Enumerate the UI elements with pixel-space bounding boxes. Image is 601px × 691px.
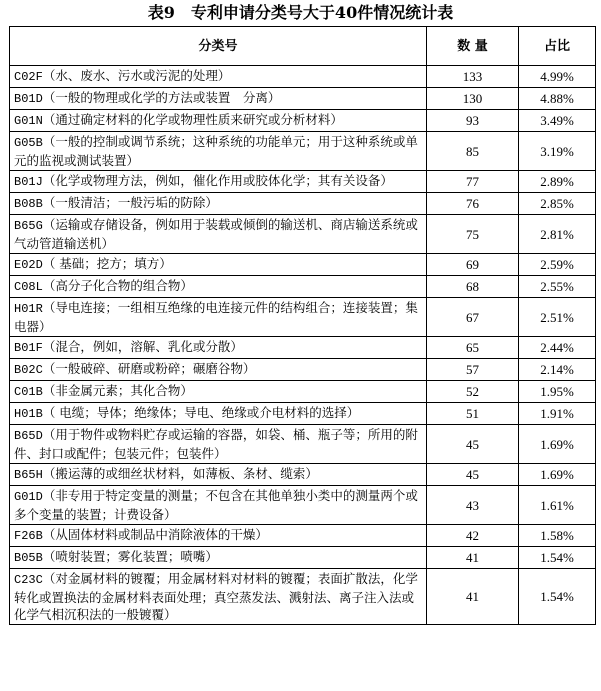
count-cell: 42 — [427, 525, 519, 547]
ratio-cell: 4.88% — [519, 88, 596, 110]
count-cell: 85 — [427, 132, 519, 171]
count-cell: 75 — [427, 215, 519, 254]
category-code: C08L — [14, 280, 43, 294]
category-cell — [10, 486, 427, 525]
count-cell: 133 — [427, 66, 519, 88]
category-code: G05B — [14, 136, 43, 150]
category-description: （从固体材料或制品中消除液体的干燥） — [42, 527, 268, 542]
header-count: 数 量 — [427, 27, 519, 66]
count-cell: 69 — [427, 254, 519, 276]
table-row — [10, 298, 596, 337]
count-cell: 52 — [427, 381, 519, 403]
table-row — [10, 569, 596, 625]
ratio-cell: 2.44% — [519, 337, 596, 359]
ratio-cell: 3.49% — [519, 110, 596, 132]
table-row — [10, 88, 596, 110]
header-row — [10, 27, 596, 66]
category-cell — [10, 66, 427, 88]
ratio-cell: 2.59% — [519, 254, 596, 276]
table-row — [10, 486, 596, 525]
category-code: B02C — [14, 363, 43, 377]
category-description: （化学或物理方法，例如，催化作用或胶体化学；其有关设备） — [42, 173, 393, 188]
count-cell: 43 — [427, 486, 519, 525]
ratio-cell: 2.81% — [519, 215, 596, 254]
category-cell — [10, 132, 427, 171]
category-cell — [10, 403, 427, 425]
count-cell: 76 — [427, 193, 519, 215]
table-row — [10, 381, 596, 403]
count-cell: 67 — [427, 298, 519, 337]
category-description: （高分子化合物的组合物） — [42, 278, 193, 293]
ratio-cell: 1.54% — [519, 547, 596, 569]
count-cell: 41 — [427, 569, 519, 625]
category-code: B01F — [14, 341, 43, 355]
category-code: B01D — [14, 92, 43, 106]
table-body — [10, 66, 596, 625]
header-category: 分类号 — [10, 27, 427, 66]
category-description: （非专用于特定变量的测量；不包含在其他单独小类中的测量两个或多个变量的装置；计费设备） — [14, 488, 418, 522]
category-description: （非金属元素；其化合物） — [42, 383, 193, 398]
ratio-cell: 2.55% — [519, 276, 596, 298]
table-row — [10, 337, 596, 359]
category-description: （一般清洁；一般污垢的防除） — [42, 195, 218, 210]
category-description: （ 电缆；导体；绝缘体；导电、绝缘或介电材料的选择） — [42, 405, 360, 420]
ratio-cell: 2.14% — [519, 359, 596, 381]
category-cell — [10, 215, 427, 254]
category-cell — [10, 88, 427, 110]
count-cell: 57 — [427, 359, 519, 381]
table-row — [10, 193, 596, 215]
category-cell — [10, 276, 427, 298]
table-row — [10, 254, 596, 276]
table-caption: 表9 专利申请分类号大于40件情况统计表 — [147, 3, 454, 22]
ratio-cell: 4.99% — [519, 66, 596, 88]
category-description: （喷射装置；雾化装置；喷嘴） — [42, 549, 218, 564]
count-cell: 41 — [427, 547, 519, 569]
category-cell — [10, 464, 427, 486]
count-cell: 45 — [427, 425, 519, 464]
category-description: （一般的控制或调节系统；这种系统的功能单元；用于这种系统或单元的监视或测试装置） — [14, 134, 418, 168]
count-cell: 65 — [427, 337, 519, 359]
ratio-cell: 1.69% — [519, 425, 596, 464]
category-code: B01J — [14, 175, 43, 189]
ratio-cell: 2.89% — [519, 171, 596, 193]
table-row — [10, 171, 596, 193]
category-code: G01D — [14, 490, 43, 504]
category-description: （一般破碎、研磨或粉碎；碾磨谷物） — [42, 361, 256, 376]
table-row — [10, 464, 596, 486]
category-code: B08B — [14, 197, 43, 211]
table-row — [10, 425, 596, 464]
ratio-cell: 1.54% — [519, 569, 596, 625]
category-description: （搬运薄的或细丝状材料，如薄板、条材、缆索） — [42, 466, 318, 481]
category-code: B65D — [14, 429, 43, 443]
count-cell: 68 — [427, 276, 519, 298]
category-code: B65H — [14, 468, 43, 482]
category-description: （一般的物理或化学的方法或装置 分离） — [42, 90, 281, 105]
category-description: （对金属材料的镀覆；用金属材料对材料的镀覆；表面扩散法，化学转化或置换法的金属材料表面处理；真空蒸发法、溅射法、离子注入法或化学气相沉积法的一般镀覆） — [14, 571, 418, 622]
ratio-cell: 1.69% — [519, 464, 596, 486]
category-cell — [10, 337, 427, 359]
table-row — [10, 403, 596, 425]
table-row — [10, 66, 596, 88]
category-code: C23C — [14, 573, 43, 587]
category-cell — [10, 525, 427, 547]
table-row — [10, 547, 596, 569]
category-description: （水、废水、污水或污泥的处理） — [42, 68, 231, 83]
category-description: （导电连接；一组相互绝缘的电连接元件的结构组合；连接装置；集电器） — [14, 300, 418, 334]
category-code: G01N — [14, 114, 43, 128]
ratio-cell: 1.91% — [519, 403, 596, 425]
category-code: F26B — [14, 529, 43, 543]
ratio-cell: 1.61% — [519, 486, 596, 525]
category-description: （通过确定材料的化学或物理性质来研究或分析材料） — [42, 112, 343, 127]
category-code: B05B — [14, 551, 43, 565]
category-code: H01B — [14, 407, 43, 421]
category-cell — [10, 298, 427, 337]
table-row — [10, 132, 596, 171]
table-row — [10, 525, 596, 547]
category-description: （ 基础；挖方；填方） — [42, 256, 172, 271]
count-cell: 51 — [427, 403, 519, 425]
ratio-cell: 1.95% — [519, 381, 596, 403]
table-row — [10, 276, 596, 298]
ratio-cell: 2.51% — [519, 298, 596, 337]
table-row — [10, 110, 596, 132]
category-cell — [10, 425, 427, 464]
count-cell: 77 — [427, 171, 519, 193]
category-cell — [10, 359, 427, 381]
category-cell — [10, 569, 427, 625]
category-code: C02F — [14, 70, 43, 84]
category-description: （用于物件或物料贮存或运输的容器，如袋、桶、瓶子等；所用的附件、封口或配件；包装元件；包装件） — [14, 427, 418, 461]
count-cell: 45 — [427, 464, 519, 486]
ratio-cell: 3.19% — [519, 132, 596, 171]
category-cell — [10, 547, 427, 569]
category-cell — [10, 381, 427, 403]
category-code: E02D — [14, 258, 43, 272]
category-cell — [10, 254, 427, 276]
ratio-cell: 2.85% — [519, 193, 596, 215]
count-cell: 130 — [427, 88, 519, 110]
table-row — [10, 359, 596, 381]
category-description: （运输或存储设备，例如用于装载或倾倒的输送机、商店输送系统或气动管道输送机） — [14, 217, 418, 251]
ratio-cell: 1.58% — [519, 525, 596, 547]
category-code: B65G — [14, 219, 43, 233]
category-cell — [10, 193, 427, 215]
header-ratio: 占比 — [519, 27, 596, 66]
category-description: （混合，例如，溶解、乳化或分散） — [42, 339, 243, 354]
table-row — [10, 215, 596, 254]
category-code: H01R — [14, 302, 43, 316]
patent-classification-table — [9, 26, 596, 625]
count-cell: 93 — [427, 110, 519, 132]
category-cell — [10, 110, 427, 132]
category-code: C01B — [14, 385, 43, 399]
category-cell — [10, 171, 427, 193]
